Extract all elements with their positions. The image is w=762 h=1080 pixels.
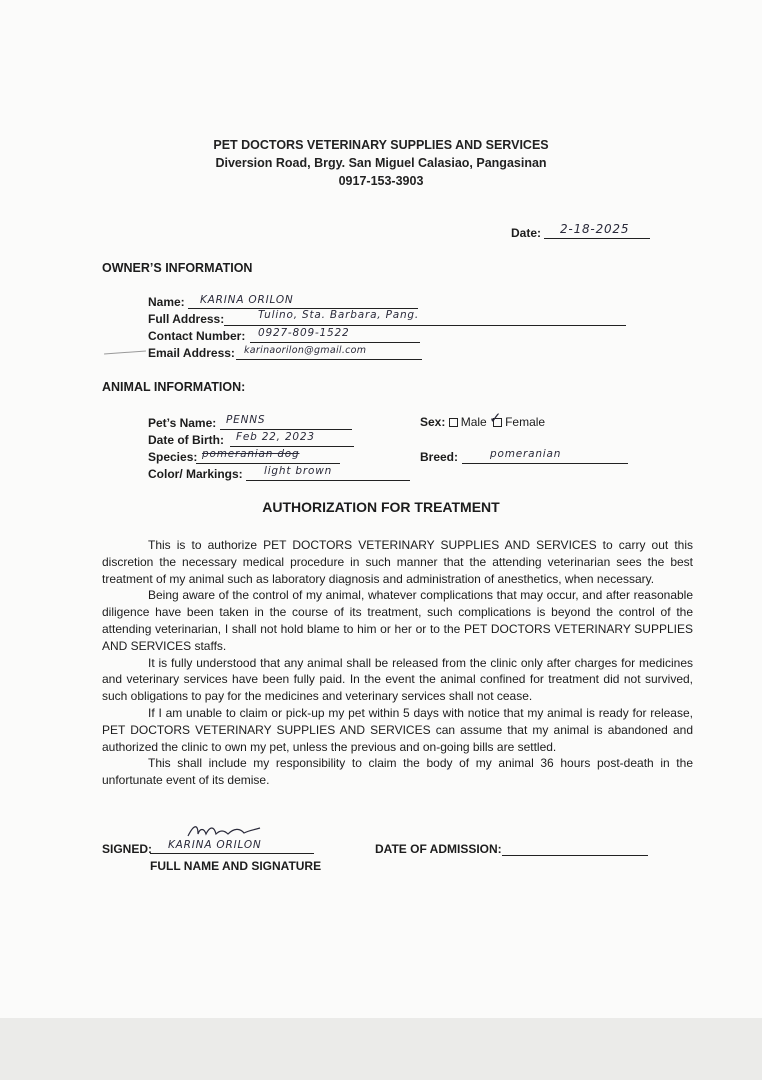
authorization-paragraph: This is to authorize PET DOCTORS VETERINARY SUPPLIES AND SERVICES to carry out this discretion the necessary medical procedure in such manner that the attending veterinarian sees the best treatment of my animal such as laboratory diagnosis and administration of anesthetics, when necessary. bbox=[102, 538, 693, 586]
dob-value: Feb 22, 2023 bbox=[236, 431, 315, 443]
date-value: 2-18-2025 bbox=[560, 222, 630, 236]
owner-address-label: Full Address: bbox=[148, 312, 225, 326]
authorization-paragraph: This shall include my responsibility to claim the body of my animal 36 hours post-death in the unfortunate event of its demise. bbox=[102, 756, 693, 788]
owner-contact-label: Contact Number: bbox=[148, 329, 246, 343]
male-option-label: Male bbox=[460, 415, 487, 429]
sex-label: Sex: bbox=[420, 415, 446, 429]
admission-line[interactable] bbox=[502, 840, 648, 856]
signed-name: KARINA ORILON bbox=[168, 839, 262, 851]
sex-field bbox=[420, 415, 545, 429]
owner-email-label: Email Address: bbox=[148, 346, 235, 360]
date-label: Date: bbox=[511, 226, 542, 240]
signed-label: SIGNED: bbox=[102, 842, 153, 856]
business-phone: 0917-153-3903 bbox=[338, 174, 424, 188]
authorization-paragraph: If I am unable to claim or pick-up my pet within 5 days with notice that my animal is ready for release, PET DOCTORS VETERINARY SUPPLIES AND SERVICES can assume that my animal is abandoned and authorized the clinic to own my pet, unless the previous and on-going bills are settled. bbox=[102, 705, 693, 754]
animal-section-title: ANIMAL INFORMATION: bbox=[102, 380, 246, 394]
male-checkbox[interactable] bbox=[449, 418, 458, 427]
authorization-title: AUTHORIZATION FOR TREATMENT bbox=[262, 499, 500, 515]
owner-name-value: KARINA ORILON bbox=[200, 294, 294, 306]
species-label: Species: bbox=[148, 450, 198, 464]
business-name: PET DOCTORS VETERINARY SUPPLIES AND SERVICES bbox=[213, 138, 549, 152]
owner-email-value: karinaorilon@gmail.com bbox=[244, 345, 367, 356]
color-value: light brown bbox=[264, 465, 333, 477]
species-value: pomeranian dog bbox=[202, 448, 300, 460]
owner-section-title: OWNER’S INFORMATION bbox=[102, 261, 253, 275]
pet-name-value: PENNS bbox=[226, 414, 266, 426]
breed-value: pomeranian bbox=[490, 448, 562, 460]
pet-name-label: Pet’s Name: bbox=[148, 416, 217, 430]
business-address: Diversion Road, Brgy. San Miguel Calasiao, Pangasinan bbox=[215, 156, 547, 170]
admission-label: DATE OF ADMISSION: bbox=[375, 842, 502, 856]
owner-contact-value: 0927-809-1522 bbox=[258, 327, 350, 339]
authorization-paragraph: Being aware of the control of my animal, whatever complications that may occur, and after reasonable diligence have been taken in the course of its treatment, such complications is beyond the control of the attending veterinarian, I shall not hold blame to him or her or to the PET DOCTORS VETERINARY SUPPLIES AND SERVICES staffs. bbox=[102, 588, 693, 653]
owner-name-label: Name: bbox=[148, 295, 185, 309]
authorization-paragraph: It is fully understood that any animal shall be released from the clinic only after charges for medicines and veterinary services have been fully paid. In the event the animal confined for treatment did not survived, such obligations to pay for the medicines and veterinary services shall not cease. bbox=[102, 655, 693, 704]
breed-label: Breed: bbox=[420, 450, 459, 464]
dob-label: Date of Birth: bbox=[148, 433, 224, 447]
authorization-body bbox=[102, 537, 693, 789]
female-check-mark-icon: ✓ bbox=[489, 409, 502, 427]
owner-address-value: Tulino, Sta. Barbara, Pang. bbox=[258, 309, 419, 321]
color-label: Color/ Markings: bbox=[148, 467, 243, 481]
female-option-label: Female bbox=[505, 415, 546, 429]
signature-caption: FULL NAME AND SIGNATURE bbox=[150, 859, 322, 873]
page-shadow bbox=[0, 1018, 762, 1080]
